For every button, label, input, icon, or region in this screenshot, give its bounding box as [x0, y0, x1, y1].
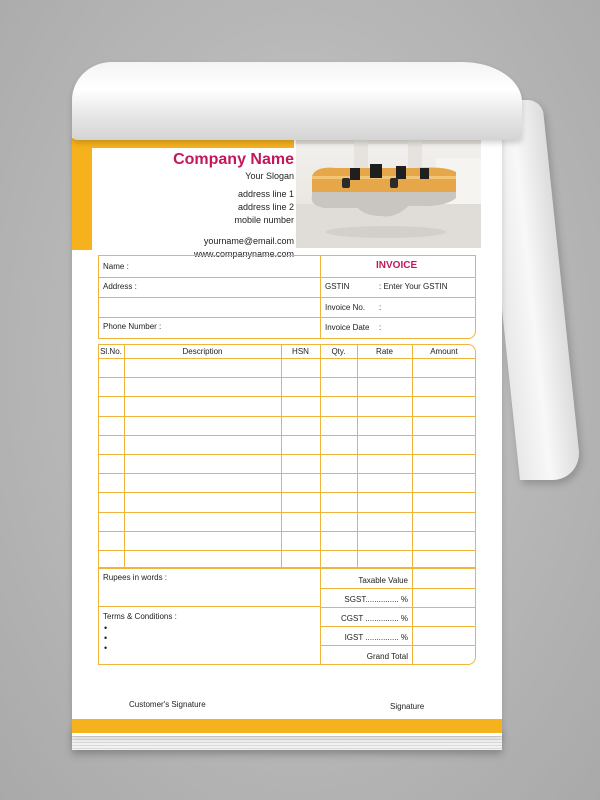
terms-bullet: •	[104, 623, 108, 633]
office-reception-photo	[296, 136, 481, 248]
address-line-2: address line 2	[237, 202, 294, 212]
items-row-line	[98, 435, 476, 436]
company-email: yourname@email.com	[203, 236, 294, 246]
header-qty: Qty.	[331, 347, 346, 356]
signature-label: Signature	[390, 702, 425, 711]
company-website: www.companyname.com	[193, 249, 294, 259]
header-rate: Rate	[376, 347, 393, 356]
totals-row-line	[320, 607, 476, 608]
company-slogan: Your Slogan	[245, 171, 294, 181]
gstin-label: GSTIN	[325, 282, 350, 291]
items-row-line	[98, 358, 476, 359]
items-row-line	[98, 512, 476, 513]
header-sl-no: Sl.No.	[100, 347, 122, 356]
footer-accent-bar	[72, 719, 502, 733]
header-side-bar	[72, 138, 92, 250]
customer-phone-label: Phone Number :	[103, 322, 162, 331]
gstin-value: : Enter Your GSTIN	[379, 282, 448, 291]
totals-row-line	[320, 645, 476, 646]
info-row-line	[98, 297, 476, 298]
rupees-in-words-label: Rupees in words :	[103, 573, 168, 582]
grand-total-label: Grand Total	[366, 652, 408, 661]
mobile-number: mobile number	[234, 215, 294, 225]
terms-bullet: •	[104, 643, 108, 653]
totals-row-line	[320, 626, 476, 627]
invoice-number-label: Invoice No.	[325, 303, 366, 312]
info-row-line	[98, 277, 476, 278]
items-row-line	[98, 377, 476, 378]
cgst-label: CGST ............... %	[341, 614, 408, 623]
items-row-line	[98, 416, 476, 417]
totals-divider	[320, 568, 321, 665]
invoice-page	[72, 136, 502, 736]
terms-label: Terms & Conditions :	[103, 612, 177, 621]
rupees-divider	[98, 606, 320, 607]
items-row-line	[98, 473, 476, 474]
items-row-line	[98, 492, 476, 493]
address-line-1: address line 1	[237, 189, 294, 199]
items-row-line	[98, 550, 476, 551]
invoice-date-label: Invoice Date	[325, 323, 370, 332]
totals-row-line	[320, 588, 476, 589]
totals-value-divider	[412, 568, 413, 665]
taxable-value-label: Taxable Value	[358, 576, 408, 585]
terms-bullet: •	[104, 633, 108, 643]
customer-signature-label: Customer's Signature	[129, 700, 206, 709]
invoice-title: INVOICE	[376, 260, 418, 271]
customer-address-label: Address :	[103, 282, 137, 291]
curled-pad-pages	[72, 62, 522, 140]
invoice-number-value: :	[379, 303, 382, 312]
header-description: Description	[182, 347, 223, 356]
sgst-label: SGST............... %	[344, 595, 408, 604]
company-info	[94, 150, 294, 261]
igst-label: IGST ............... %	[344, 633, 408, 642]
header-amount: Amount	[430, 347, 458, 356]
customer-name-label: Name :	[103, 262, 129, 271]
items-row-line	[98, 454, 476, 455]
header-hsn: HSN	[292, 347, 309, 356]
company-name: Company Name	[173, 151, 294, 168]
info-row-line	[98, 317, 476, 318]
items-row-line	[98, 396, 476, 397]
invoice-date-value: :	[379, 323, 382, 332]
items-row-line	[98, 531, 476, 532]
